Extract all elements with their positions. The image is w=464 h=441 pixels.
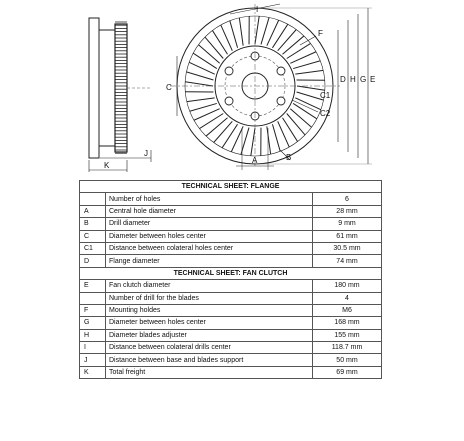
row-description: Number of drill for the blades	[106, 292, 313, 304]
row-value: 6	[313, 193, 382, 205]
callout-c2: C2	[320, 109, 331, 118]
row-description: Fan clutch diameter	[106, 280, 313, 292]
table-row	[80, 366, 382, 378]
fan-clutch-front-view	[170, 4, 372, 170]
row-value: 74 mm	[313, 255, 382, 267]
cooling-fin	[187, 98, 215, 102]
row-letter: K	[80, 366, 106, 378]
row-letter: C1	[80, 242, 106, 254]
cooling-fin	[239, 18, 243, 46]
cooling-fin	[231, 126, 243, 152]
callout-a: A	[252, 156, 258, 165]
row-letter	[80, 292, 106, 304]
cooling-fin	[190, 103, 217, 111]
table-row	[80, 242, 382, 254]
flange-bolt-hole	[277, 97, 285, 105]
table-row	[80, 205, 382, 217]
section-header-fan-clutch	[80, 267, 382, 279]
table-row	[80, 230, 382, 242]
table-row	[80, 329, 382, 341]
table-row	[80, 255, 382, 267]
callout-k: K	[104, 161, 110, 170]
technical-sheet-table	[79, 180, 382, 379]
row-value: 28 mm	[313, 205, 382, 217]
fan-clutch-side-view	[89, 18, 151, 172]
cooling-fin	[295, 98, 321, 110]
row-letter: E	[80, 280, 106, 292]
row-value: 61 mm	[313, 230, 382, 242]
callout-g: G	[360, 75, 367, 84]
callout-f: F	[318, 29, 323, 38]
callout-e: E	[370, 75, 376, 84]
callout-i: I	[256, 5, 259, 14]
cooling-fin	[293, 61, 320, 69]
row-description: Number of holes	[106, 193, 313, 205]
row-description: Distance between base and blades support	[106, 354, 313, 366]
cooling-fin	[267, 20, 279, 46]
cooling-fin	[214, 121, 233, 142]
callout-c1: C1	[320, 91, 331, 100]
cooling-fin	[272, 124, 280, 151]
row-description: Drill diameter	[106, 218, 313, 230]
table-row	[80, 193, 382, 205]
table-row	[80, 342, 382, 354]
row-value: 155 mm	[313, 329, 382, 341]
row-description: Central hole diameter	[106, 205, 313, 217]
row-value: 118.7 mm	[313, 342, 382, 354]
flange-section-title: TECHNICAL SHEET: FLANGE	[80, 181, 382, 193]
callout-c: C	[166, 83, 172, 92]
cooling-fin	[198, 45, 219, 64]
row-letter: I	[80, 342, 106, 354]
row-description: Diameter between holes center	[106, 317, 313, 329]
cooling-fin	[251, 128, 255, 156]
row-letter: C	[80, 230, 106, 242]
cooling-fin	[297, 86, 325, 90]
callout-b: B	[286, 153, 292, 162]
cooling-fin	[295, 70, 323, 74]
row-description: Distance between colateral drills center	[106, 342, 313, 354]
row-value: 30.5 mm	[313, 242, 382, 254]
row-value: 9 mm	[313, 218, 382, 230]
row-description: Distance between colateral holes center	[106, 242, 313, 254]
cooling-fin	[255, 16, 259, 44]
table-row	[80, 304, 382, 316]
fan-clutch-technical-drawing	[0, 0, 464, 178]
row-description: Flange diameter	[106, 255, 313, 267]
technical-sheet-body	[80, 181, 382, 379]
row-description: Total freight	[106, 366, 313, 378]
table-row	[80, 292, 382, 304]
table-row	[80, 317, 382, 329]
row-value: 168 mm	[313, 317, 382, 329]
section-header-flange	[80, 181, 382, 193]
callout-d: D	[340, 75, 346, 84]
cooling-fin	[185, 82, 213, 86]
row-value: 180 mm	[313, 280, 382, 292]
cooling-fin	[287, 114, 305, 135]
cooling-fin	[205, 37, 223, 58]
row-letter: G	[80, 317, 106, 329]
table-row	[80, 354, 382, 366]
row-letter: D	[80, 255, 106, 267]
row-letter: A	[80, 205, 106, 217]
callout-h: H	[350, 75, 356, 84]
row-value: 50 mm	[313, 354, 382, 366]
row-letter: J	[80, 354, 106, 366]
row-letter: H	[80, 329, 106, 341]
row-letter: B	[80, 218, 106, 230]
row-letter: F	[80, 304, 106, 316]
row-description: Diameter blades adjuster	[106, 329, 313, 341]
table-row	[80, 218, 382, 230]
row-value: M6	[313, 304, 382, 316]
fan-clutch-section-title: TECHNICAL SHEET: FAN CLUTCH	[80, 267, 382, 279]
table-row	[80, 280, 382, 292]
cooling-fin	[206, 118, 227, 136]
flange-bolt-hole	[225, 97, 233, 105]
row-value: 69 mm	[313, 366, 382, 378]
row-value: 4	[313, 292, 382, 304]
flange-bolt-hole	[225, 67, 233, 75]
cooling-fin	[267, 126, 271, 154]
row-description: Diameter between holes center	[106, 230, 313, 242]
row-description: Mounting holdes	[106, 304, 313, 316]
cooling-fin	[186, 72, 213, 80]
cooling-fin	[261, 17, 269, 44]
cooling-fin	[283, 36, 304, 54]
cooling-fin	[230, 21, 238, 48]
cooling-fin	[189, 62, 215, 74]
flange-bolt-hole	[277, 67, 285, 75]
cooling-fin	[278, 29, 297, 50]
row-letter	[80, 193, 106, 205]
callout-j: J	[144, 149, 148, 158]
cooling-fin	[290, 109, 311, 128]
